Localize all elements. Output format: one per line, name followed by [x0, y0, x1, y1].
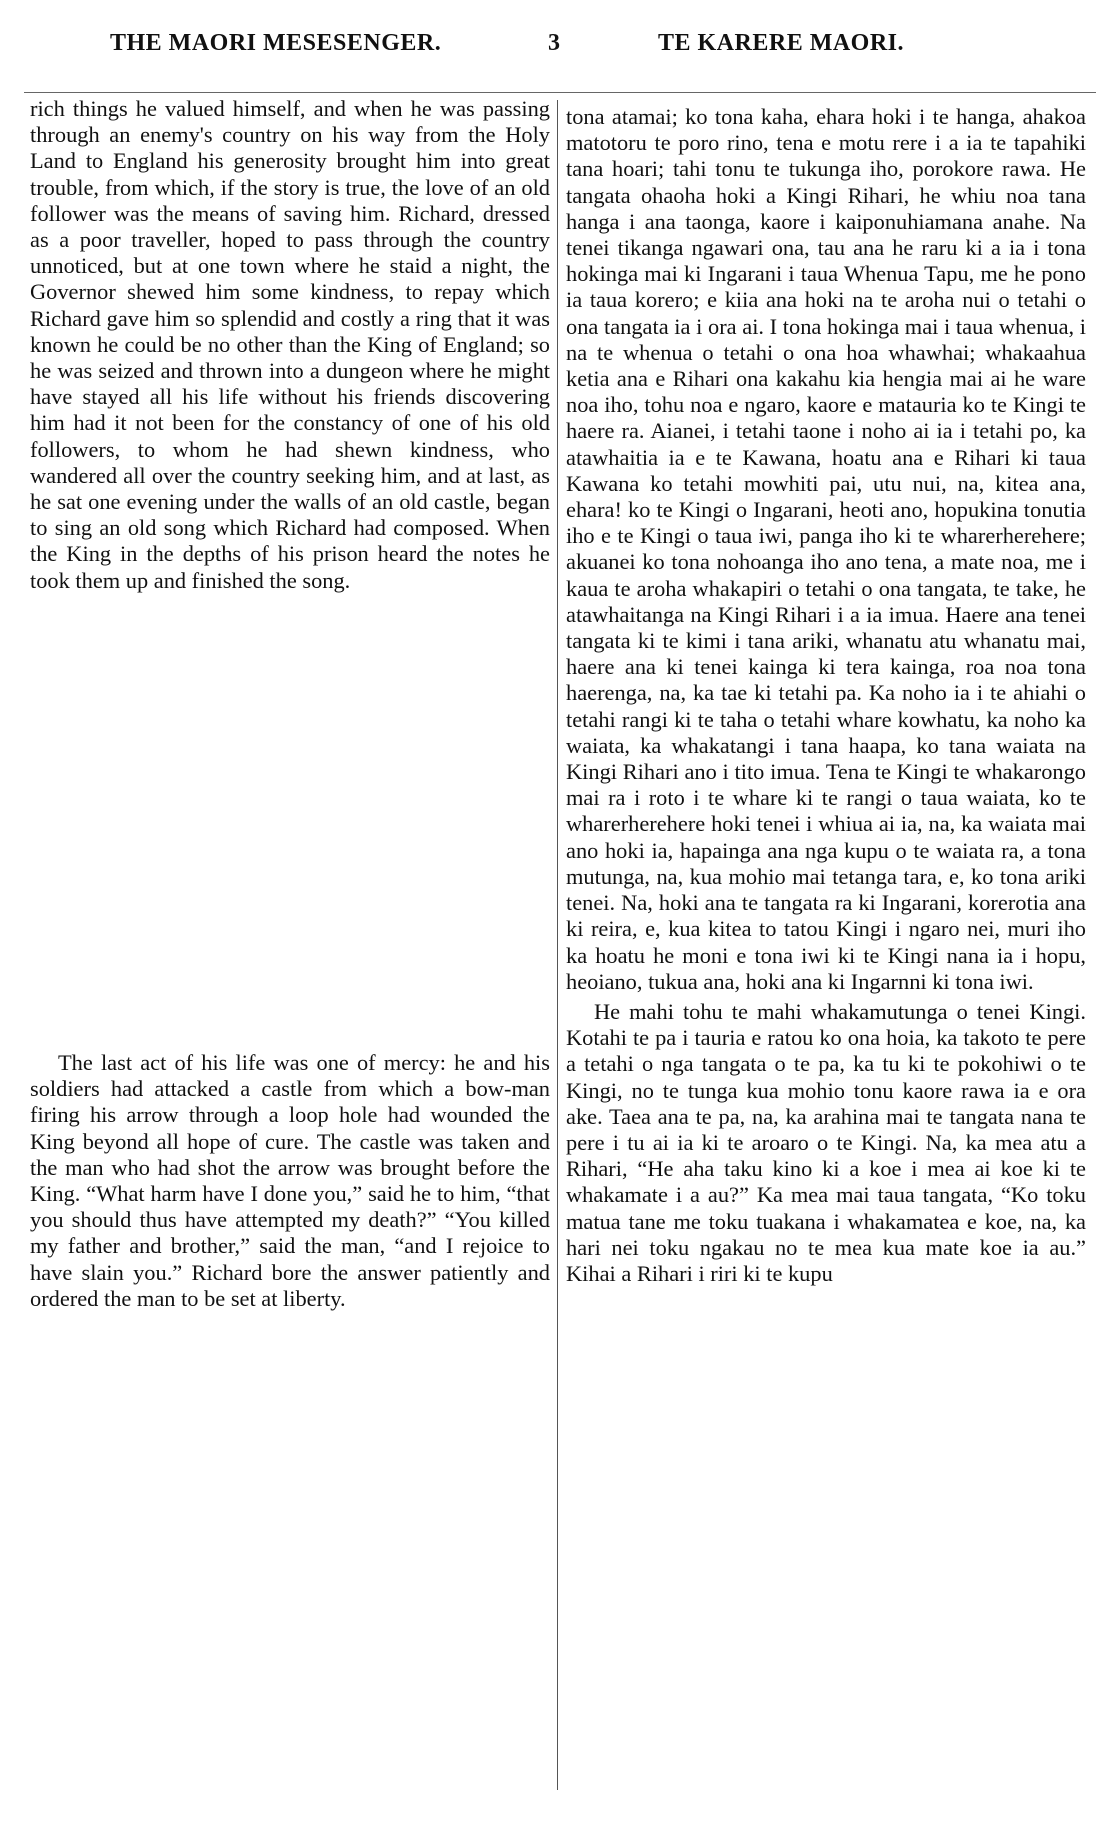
maori-column	[566, 104, 1086, 1287]
english-paragraph-2: The last act of his life was one of mercy: he and his soldiers had attacked a castle from which a bow-man firing his arrow through a loop hole had wounded the King beyond all hope of cure. The castle was taken and the man who had shot the arrow was brought before the King. “What harm have I done you,” said he to him, “that you should thus have attempted my death?” “You killed my father and brother,” said the man, “and I rejoice to have slain you.” Richard bore the answer patiently and ordered the man to be set at liberty.	[30, 1050, 550, 1311]
header-rule	[24, 92, 1096, 93]
english-paragraph-1: rich things he valued himself, and when he was passing through an enemy's country on his way from the Holy Land to England his generosity brought him into great trouble, from which, if the story is true, the love of an old follower was the means of saving him. Richard, dressed as a poor traveller, hoped to pass through the country unnoticed, but at one town where he staid a night, the Governor shewed him some kindness, to repay which Richard gave him so splendid and costly a ring that it was known he could be no other than the King of England; so he was seized and thrown into a dungeon where he might have stayed all his life without his friends discovering him had it not been for the constancy of one of his old followers, to whom he had shewn kindness, who wandered all over the country seeking him, and at last, as he sat one evening under the walls of an old castle, began to sing an old song which Richard had composed. When the King in the depths of his prison heard the notes he took them up and finished the song.	[30, 96, 550, 593]
page-header	[0, 30, 1114, 70]
english-column-bottom	[30, 1050, 550, 1312]
page-number: 3	[548, 30, 561, 56]
english-column-top	[30, 96, 550, 594]
maori-masthead: TE KARERE MAORI.	[658, 30, 905, 56]
column-divider	[557, 100, 558, 1790]
english-masthead: THE MAORI MESESENGER.	[110, 30, 442, 56]
maori-paragraph-1: tona atamai; ko tona kaha, ehara hoki i te hanga, ahakoa matotoru te poro rino, tena e motu rere i a ia te tapahiki tana hoari; tahi tonu te tukunga iho, porokore rawa. He tangata ohaoha hoki a Kingi Rihari, he whiu noa tana hanga i ana taonga, kaore i kaiponuhiamana anahe. Na tenei tikanga ngawari ona, tau ana he raru ki a ia i tona hokinga mai ki Ingarani i taua Whenua Tapu, me he pono ia taua korero; e kiia ana hoki na te aroha nui o tetahi o ona tangata ia i ora ai. I tona hokinga mai i taua whenua, i na te whenua o tetahi o ona hoa whawhai; whakaahua ketia ana e Rihari ona kakahu kia hengia mai ai he ware noa iho, tohu noa e ngaro, kaore e matauria ko te Kingi te haere ra. Aianei, i tetahi taone i noho ai ia i tetahi po, ka atawhaitia ia e te Kawana, hoatu ana e Rihari ki taua Kawana ko tetahi mowhiti pai, utu nui, na, kitea ana, ehara! ko te Kingi o Ingarani, heoti ano, hopukina tonutia iho e te Kingi o taua iwi, panga iho ki te wharerherehere; akuanei ko tona nohoanga iho ano tena, a mate noa, me i kaua te aroha whakapiri o tetahi o ona tangata, te take, he atawhaitanga na Kingi Rihari i a ia imua. Haere ana tenei tangata ki te kimi i tana ariki, whanatu atu whanatu mai, haere ana ki tenei kainga ki tera kainga, roa noa tona haerenga, na, ka tae ki tetahi pa. Ka noho ia i te ahiahi o tetahi rangi ki te taha o tetahi whare kowhatu, ka noho ka waiata, ka whakatangi i tana haapa, ko tana waiata na Kingi Rihari ano i tito imua. Tena te Kingi te whakarongo mai ra i roto i te whare ki te rangi o taua waiata, ko te wharerherehere hoki tenei i whiua ai ia, na, ka waiata mai ano hoki ia, hapainga ana nga kupu o te waiata ra, a tona mutunga, na, kua mohio mai tetanga tara, e, ko tona ariki tenei. Na, hoki ana te tangata ra ki Ingarani, korerotia ana ki reira, e, kua kitea to tatou Kingi i ngaro nei, muri iho ka hoatu he moni e tona iwi ki te Kingi nana ia i hopu, heoiano, tukua ana, hoki ana ki Ingarnni ki tona iwi.	[566, 104, 1086, 994]
maori-paragraph-2: He mahi tohu te mahi whakamutunga o tenei Kingi. Kotahi te pa i tauria e ratou ko ona hoia, ka takoto te pere a tetahi o nga tangata o te pa, ka tu ki te pokohiwi o te Kingi, no te tunga kua mohio tonu kaore rawa ia e ora ake. Taea ana te pa, na, ka arahina mai te tangata nana te pere i tu ai ia ki te aroaro o te Kingi. Na, ka mea atu a Rihari, “He aha taku kino ki a koe i mea ai koe ki te whakamate i a au?” Ka mea mai taua tangata, “Ko toku matua tane me toku tuakana i whakamatea e koe, na, ka hari nei toku ngakau no te mea kua mate koe ia au.” Kihai a Rihari i riri ki te kupu	[566, 998, 1086, 1286]
